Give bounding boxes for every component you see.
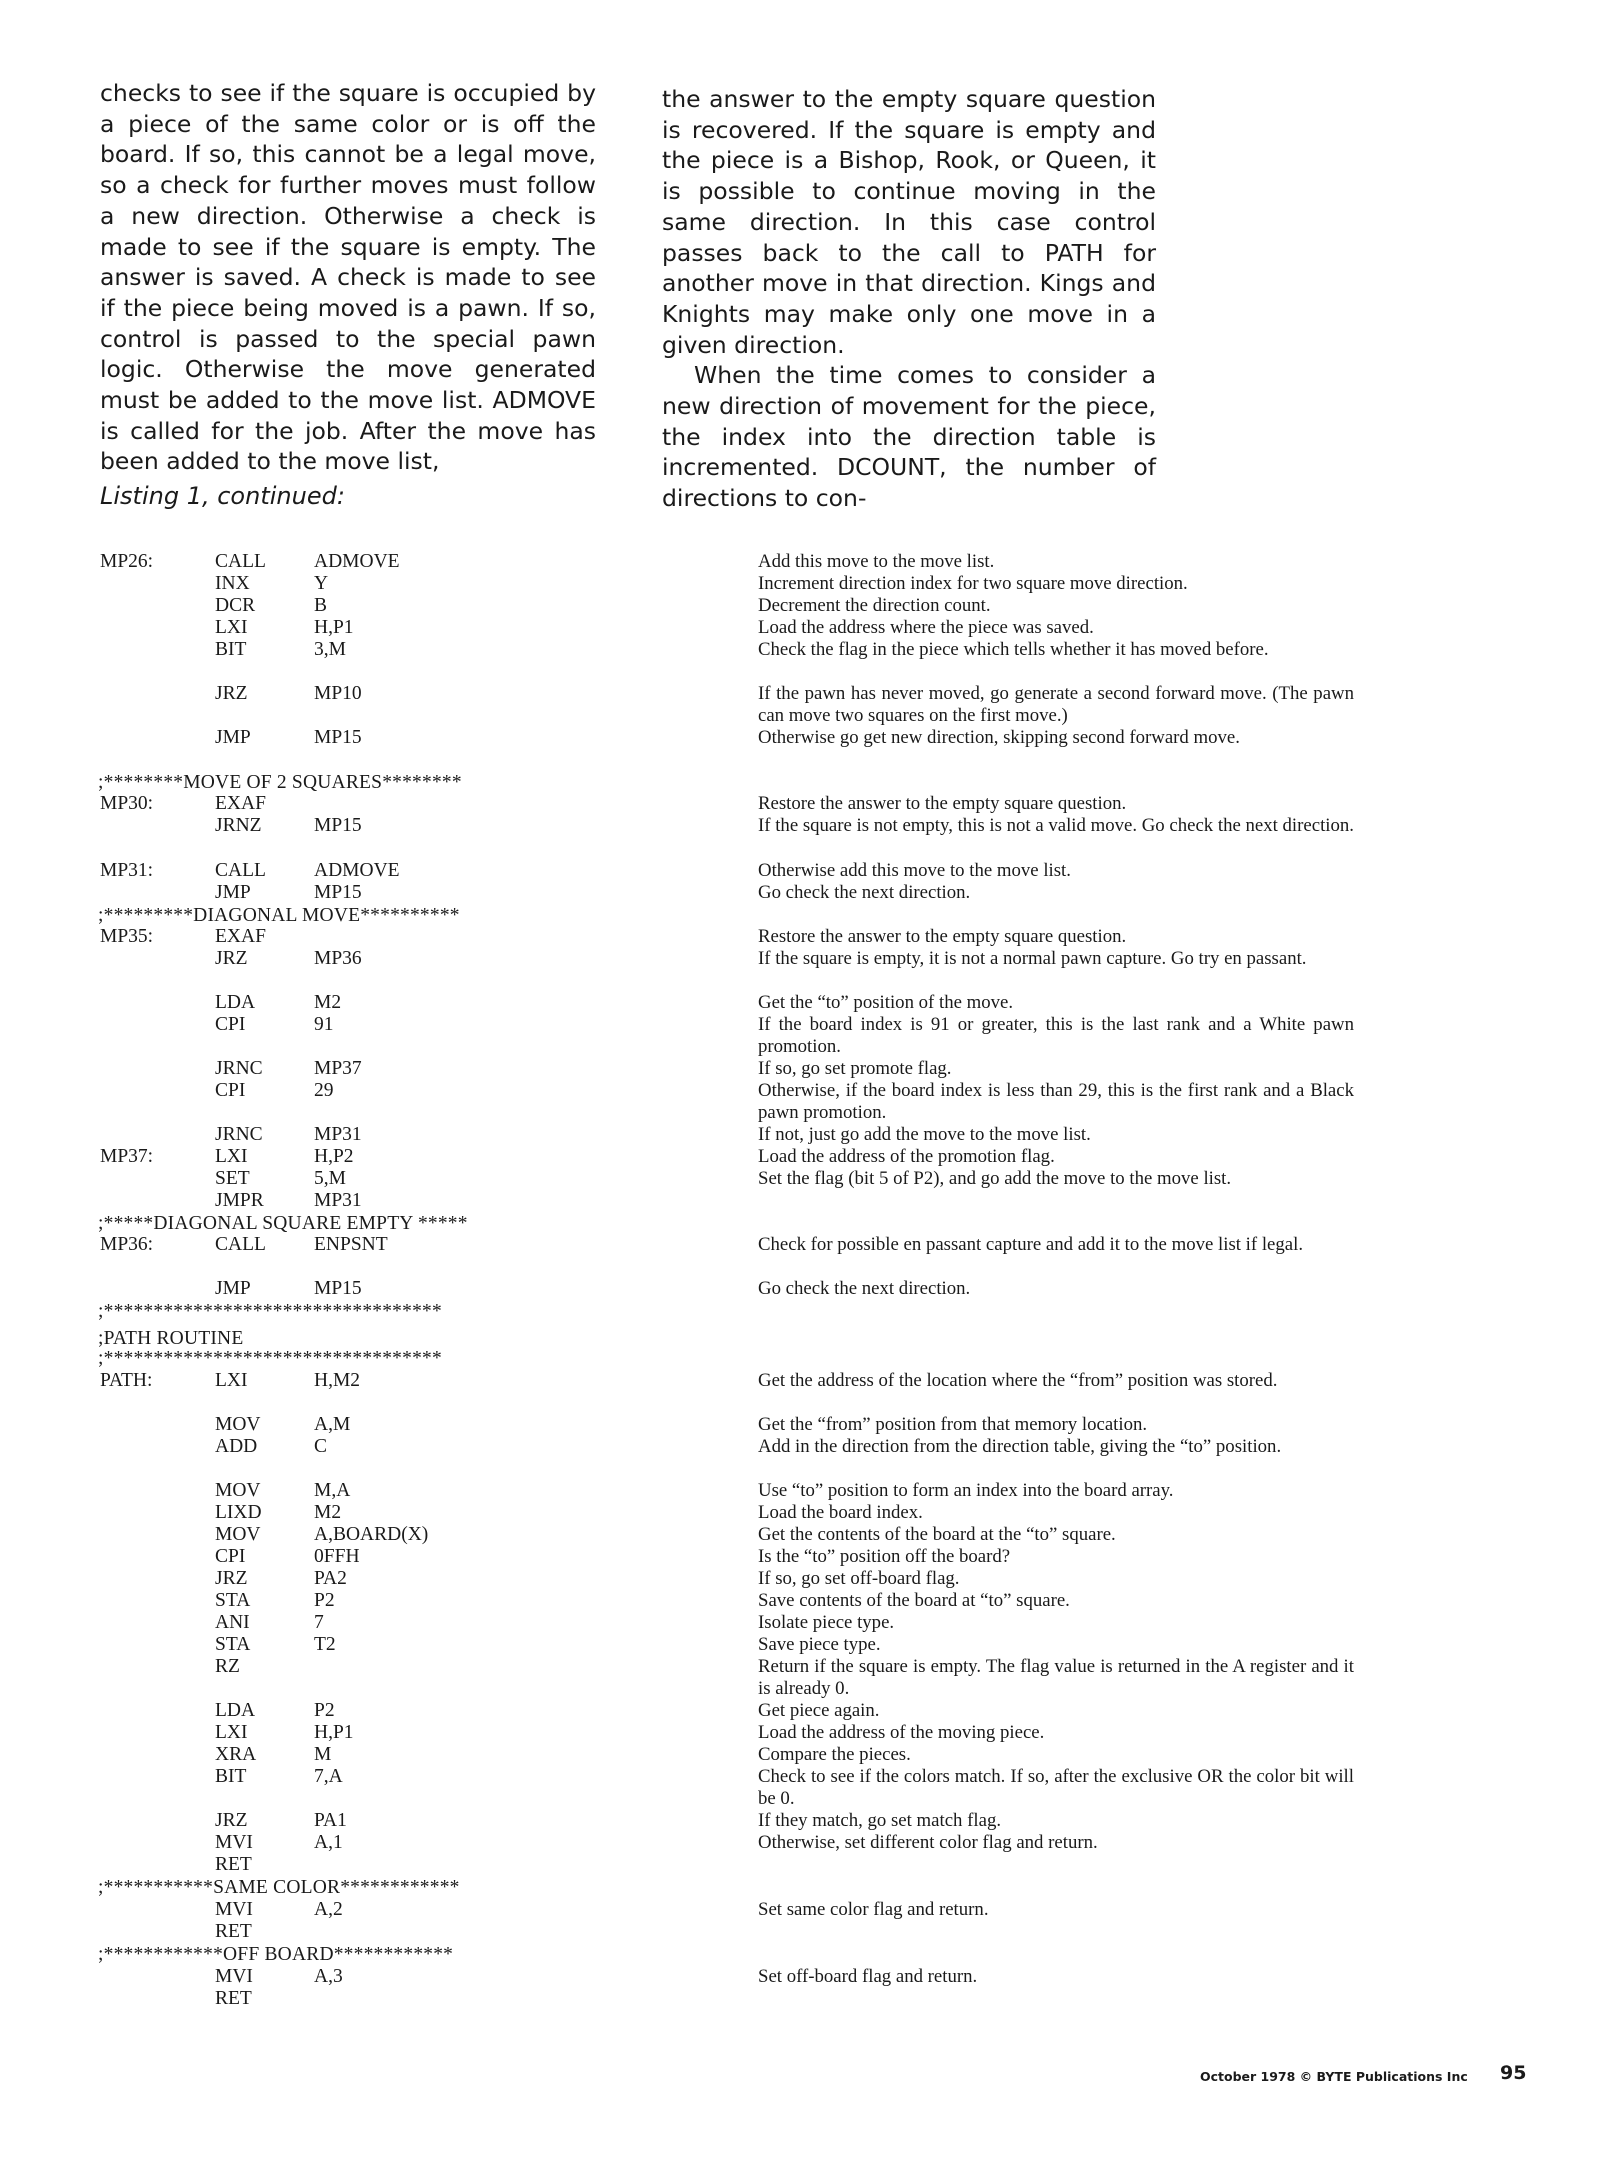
code-label: MP36: [100, 1234, 154, 1255]
code-opcode: STA [215, 1590, 251, 1611]
code-operand: PA2 [314, 1568, 347, 1589]
code-comment: Get piece again. [758, 1700, 880, 1721]
code-operand: MP37 [314, 1058, 362, 1079]
code-label: MP30: [100, 793, 154, 814]
code-opcode: CPI [215, 1546, 246, 1567]
code-comment: If the square is empty, it is not a normal pawn capture. Go try en passant. [758, 948, 1307, 969]
code-operand: MP15 [314, 1278, 362, 1299]
code-opcode: JMPR [215, 1190, 264, 1211]
code-opcode: CALL [215, 860, 266, 881]
code-comment: Restore the answer to the empty square question. [758, 926, 1127, 947]
code-comment: Load the address of the promotion flag. [758, 1146, 1055, 1167]
code-operand: PA1 [314, 1810, 347, 1831]
code-comment: If so, go set off-board flag. [758, 1568, 960, 1589]
code-operand: P2 [314, 1700, 335, 1721]
code-operand: P2 [314, 1590, 335, 1611]
code-comment: Set same color flag and return. [758, 1899, 989, 1920]
code-operand: H,P1 [314, 1722, 354, 1743]
code-comment: Get the “to” position of the move. [758, 992, 1014, 1013]
code-operand: MP15 [314, 727, 362, 748]
code-operand: C [314, 1436, 328, 1457]
code-opcode: JMP [215, 1278, 251, 1299]
code-opcode: STA [215, 1634, 251, 1655]
code-opcode: LXI [215, 1722, 248, 1743]
code-operand: H,P2 [314, 1146, 354, 1167]
code-opcode: LXI [215, 1146, 248, 1167]
code-operand: M2 [314, 992, 342, 1013]
code-opcode: JMP [215, 727, 251, 748]
code-operand: 5,M [314, 1168, 346, 1189]
code-comment: Use “to” position to form an index into the board array. [758, 1480, 1174, 1501]
code-opcode: JMP [215, 882, 251, 903]
code-opcode: LDA [215, 1700, 256, 1721]
code-comment: Compare the pieces. [758, 1744, 911, 1765]
code-comment: Restore the answer to the empty square question. [758, 793, 1127, 814]
code-opcode: JRNC [215, 1058, 263, 1079]
code-operand: A,1 [314, 1832, 343, 1853]
banner-text: ;PATH ROUTINE [98, 1328, 244, 1349]
code-comment: Get the address of the location where the “from” position was stored. [758, 1370, 1278, 1391]
code-operand: MP31 [314, 1124, 362, 1145]
code-operand: ADMOVE [314, 551, 400, 572]
code-comment: Load the address where the piece was saved. [758, 617, 1094, 638]
code-operand: M [314, 1744, 332, 1765]
code-operand: M2 [314, 1502, 342, 1523]
code-opcode: RET [215, 1854, 252, 1875]
code-opcode: LDA [215, 992, 256, 1013]
code-operand: 7 [314, 1612, 324, 1633]
code-opcode: SET [215, 1168, 250, 1189]
code-opcode: RET [215, 1988, 252, 2009]
code-opcode: BIT [215, 1766, 247, 1787]
code-comment: Check the flag in the piece which tells whether it has moved before. [758, 639, 1269, 660]
code-opcode: MVI [215, 1966, 253, 1987]
banner-text: ;********************************** [98, 1348, 442, 1369]
code-comment: Set off-board flag and return. [758, 1966, 978, 1987]
code-comment: If the pawn has never moved, go generate a second forward move. (The pawn can move two squares on the first move.) [758, 683, 1354, 726]
listing-heading: Listing 1, continued: [100, 482, 345, 510]
banner-text: ;*********DIAGONAL MOVE********** [98, 905, 460, 926]
code-opcode: JRZ [215, 948, 248, 969]
code-opcode: LXI [215, 1370, 248, 1391]
code-opcode: JRZ [215, 1568, 248, 1589]
code-opcode: CALL [215, 551, 266, 572]
code-label: MP31: [100, 860, 154, 881]
code-operand: H,M2 [314, 1370, 361, 1391]
banner-text: ;********************************** [98, 1301, 442, 1322]
page-number: 95 [1500, 2062, 1527, 2084]
code-opcode: XRA [215, 1744, 257, 1765]
banner-text: ;*****DIAGONAL SQUARE EMPTY ***** [98, 1213, 468, 1234]
code-label: MP26: [100, 551, 154, 572]
code-comment: If the board index is 91 or greater, this is the last rank and a White pawn promotion. [758, 1014, 1354, 1057]
code-comment: Get the “from” position from that memory location. [758, 1414, 1148, 1435]
code-comment: Go check the next direction. [758, 882, 971, 903]
code-comment: Add this move to the move list. [758, 551, 995, 572]
code-operand: ADMOVE [314, 860, 400, 881]
code-comment: Load the board index. [758, 1502, 923, 1523]
code-comment: Check for possible en passant capture and add it to the move list if legal. [758, 1234, 1304, 1255]
code-operand: MP10 [314, 683, 362, 704]
code-comment: Is the “to” position off the board? [758, 1546, 1011, 1567]
code-comment: If not, just go add the move to the move list. [758, 1124, 1091, 1145]
left-text-column [100, 78, 596, 477]
code-comment: Load the address of the moving piece. [758, 1722, 1045, 1743]
code-comment: Increment direction index for two square move direction. [758, 573, 1188, 594]
code-comment: Decrement the direction count. [758, 595, 991, 616]
right-text-column [662, 84, 1156, 514]
code-comment: Otherwise go get new direction, skipping second forward move. [758, 727, 1240, 748]
code-opcode: CPI [215, 1014, 246, 1035]
right-paragraph-2: When the time comes to consider a new direction of movement for the piece, the index into the direction table is incremented. DCOUNT, the number of directions to con- [662, 361, 1156, 513]
code-opcode: MOV [215, 1524, 261, 1545]
code-comment: Isolate piece type. [758, 1612, 895, 1633]
page-footer [1200, 2062, 1527, 2085]
code-operand: 0FFH [314, 1546, 360, 1567]
code-comment: If they match, go set match flag. [758, 1810, 1002, 1831]
code-opcode: JRNZ [215, 815, 262, 836]
code-opcode: JRZ [215, 683, 248, 704]
code-operand: 7,A [314, 1766, 343, 1787]
code-operand: MP31 [314, 1190, 362, 1211]
code-comment: Return if the square is empty. The flag value is returned in the A register and it is already 0. [758, 1656, 1354, 1699]
code-opcode: LXI [215, 617, 248, 638]
code-operand: 29 [314, 1080, 334, 1101]
code-comment: Set the flag (bit 5 of P2), and go add the move to the move list. [758, 1168, 1232, 1189]
code-opcode: DCR [215, 595, 256, 616]
code-operand: MP15 [314, 882, 362, 903]
code-operand: H,P1 [314, 617, 354, 638]
code-label: MP35: [100, 926, 154, 947]
code-opcode: MVI [215, 1899, 253, 1920]
code-opcode: JRZ [215, 1810, 248, 1831]
code-opcode: MVI [215, 1832, 253, 1853]
code-opcode: RET [215, 1921, 252, 1942]
code-operand: 91 [314, 1014, 334, 1035]
banner-text: ;***********SAME COLOR************ [98, 1877, 460, 1898]
code-operand: A,3 [314, 1966, 343, 1987]
code-opcode: EXAF [215, 926, 266, 947]
code-comment: If so, go set promote flag. [758, 1058, 952, 1079]
banner-text: ;********MOVE OF 2 SQUARES******** [98, 772, 462, 793]
code-comment: Save contents of the board at “to” square. [758, 1590, 1070, 1611]
left-paragraph: checks to see if the square is occupied by a piece of the same color or is off the board. If so, this cannot be a legal move, so a check for further moves must follow a new direction. Otherwise a check is made to see if the square is empty. The answer is saved. A check is made to see if the piece being moved is a pawn. If so, control is passed to the special pawn logic. Otherwise the move generated must be added to the move list. ADMOVE is called for the job. After the move has been added to the move list, [100, 79, 596, 476]
code-operand: Y [314, 573, 329, 594]
code-opcode: JRNC [215, 1124, 263, 1145]
code-operand: 3,M [314, 639, 346, 660]
code-opcode: BIT [215, 639, 247, 660]
code-opcode: EXAF [215, 793, 266, 814]
code-comment: Get the contents of the board at the “to” square. [758, 1524, 1116, 1545]
code-operand: ENPSNT [314, 1234, 388, 1255]
code-comment: Otherwise, if the board index is less than 29, this is the first rank and a Black pawn promotion. [758, 1080, 1354, 1123]
code-operand: A,BOARD(X) [314, 1524, 429, 1545]
code-operand: A,M [314, 1414, 351, 1435]
banner-text: ;************OFF BOARD************ [98, 1944, 454, 1965]
code-opcode: MOV [215, 1414, 261, 1435]
code-label: PATH: [100, 1370, 153, 1391]
code-comment: Add in the direction from the direction table, giving the “to” position. [758, 1436, 1282, 1457]
code-opcode: INX [215, 573, 250, 594]
code-comment: Save piece type. [758, 1634, 881, 1655]
code-opcode: ANI [215, 1612, 250, 1633]
code-opcode: ADD [215, 1436, 258, 1457]
code-label: MP37: [100, 1146, 154, 1167]
code-comment: Check to see if the colors match. If so, after the exclusive OR the color bit will be 0. [758, 1766, 1354, 1809]
code-comment: Otherwise add this move to the move list. [758, 860, 1071, 881]
code-operand: B [314, 595, 328, 616]
code-opcode: RZ [215, 1656, 240, 1677]
code-operand: MP36 [314, 948, 362, 969]
code-opcode: LIXD [215, 1502, 262, 1523]
right-paragraph-1: the answer to the empty square question is recovered. If the square is empty and the piece is a Bishop, Rook, or Queen, it is possible to continue moving in the same direction. In this case control passes back to the call to PATH for another move in that direction. Kings and Knights may make only one move in a given direction. [662, 85, 1156, 359]
code-opcode: CPI [215, 1080, 246, 1101]
code-operand: A,2 [314, 1899, 343, 1920]
code-comment: Otherwise, set different color flag and return. [758, 1832, 1098, 1853]
code-operand: T2 [314, 1634, 336, 1655]
code-opcode: MOV [215, 1480, 261, 1501]
code-comment: Go check the next direction. [758, 1278, 971, 1299]
footer-credit: October 1978 © BYTE Publications Inc [1200, 2069, 1468, 2084]
code-operand: M,A [314, 1480, 351, 1501]
code-comment: If the square is not empty, this is not a valid move. Go check the next direction. [758, 815, 1354, 836]
code-opcode: CALL [215, 1234, 266, 1255]
code-operand: MP15 [314, 815, 362, 836]
